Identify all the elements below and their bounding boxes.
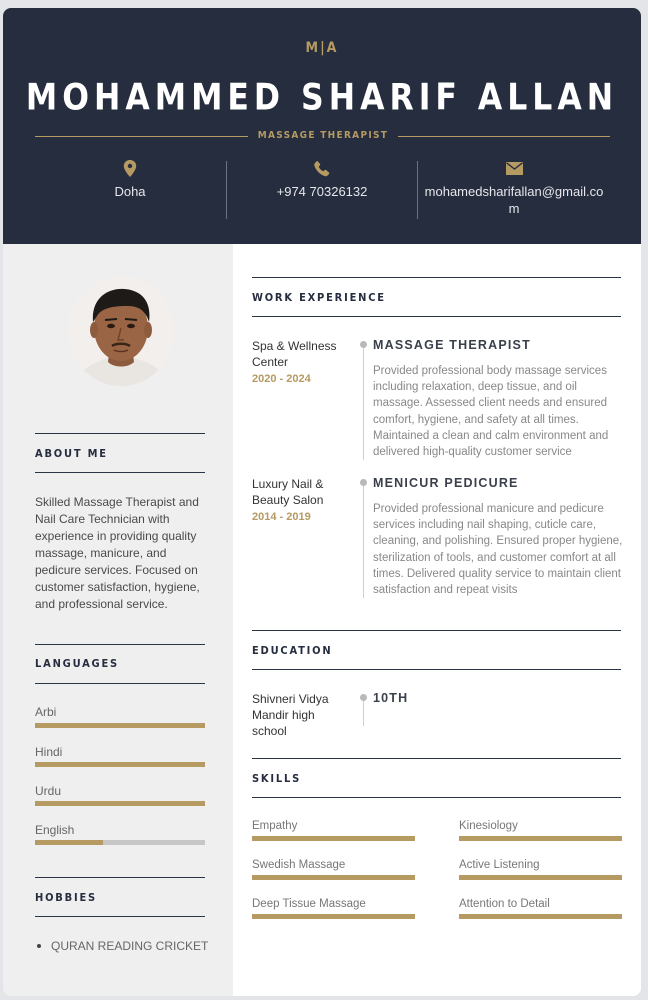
timeline-dot bbox=[360, 479, 367, 486]
skills-heading: SKILLS bbox=[252, 772, 302, 785]
candidate-name: MOHAMMED SHARIF ALLAN bbox=[25, 77, 619, 119]
phone-icon bbox=[314, 160, 330, 177]
contact-email bbox=[417, 160, 611, 220]
skill-name: Deep Tissue Massage bbox=[252, 898, 366, 910]
language-level-bar bbox=[35, 801, 205, 806]
language-level-bar bbox=[35, 723, 205, 728]
skills-bottom-rule bbox=[252, 797, 621, 798]
skill-level-bar bbox=[459, 836, 622, 841]
hobbies-top-rule bbox=[35, 877, 205, 878]
about-heading: ABOUT ME bbox=[35, 447, 108, 460]
work-role: MASSAGE THERAPIST bbox=[373, 338, 531, 352]
contact-phone-text: +974 70326132 bbox=[276, 184, 368, 199]
skill-level-fill bbox=[252, 875, 415, 880]
job-title: MASSAGE THERAPIST bbox=[257, 130, 389, 141]
education-heading: EDUCATION bbox=[252, 644, 333, 657]
work-bottom-rule bbox=[252, 316, 621, 317]
skill-level-fill bbox=[459, 836, 622, 841]
skill-name: Attention to Detail bbox=[459, 898, 550, 910]
resume-header bbox=[3, 8, 641, 244]
languages-bottom-rule bbox=[35, 683, 205, 684]
hobbies-bottom-rule bbox=[35, 916, 205, 917]
education-top-rule bbox=[252, 630, 621, 631]
contact-location-text: Doha bbox=[114, 184, 146, 199]
work-heading: WORK EXPERIENCE bbox=[252, 291, 386, 304]
skill-level-bar bbox=[252, 836, 415, 841]
work-company: Spa & Wellness Center bbox=[252, 339, 337, 369]
work-description: Provided professional body massage services including relaxation, deep tissue, and oil massage. Assessed client needs and ensured comfort, hygiene, and safety at all times. Maintained a clean and calm environment and delivered high-quality customer service bbox=[373, 365, 609, 459]
monogram: M|A bbox=[305, 40, 339, 56]
timeline-dot bbox=[360, 694, 367, 701]
skill-level-fill bbox=[459, 875, 622, 880]
work-years: 2020 - 2024 bbox=[252, 373, 311, 385]
skill-level-fill bbox=[459, 914, 622, 919]
work-years: 2014 - 2019 bbox=[252, 511, 311, 523]
skill-name: Active Listening bbox=[459, 859, 540, 871]
about-bottom-rule bbox=[35, 472, 205, 473]
about-text: Skilled Massage Therapist and Nail Care Technician with experience in providing quality massage, manicure, and pedicure services. Focused on customer satisfaction, hygiene, and professional service. bbox=[35, 495, 200, 611]
sidebar bbox=[3, 244, 233, 996]
hobby-item bbox=[35, 939, 208, 953]
education-bottom-rule bbox=[252, 669, 621, 670]
timeline-line bbox=[363, 701, 364, 726]
language-name: English bbox=[35, 823, 75, 837]
title-divider-right bbox=[398, 136, 610, 137]
language-level-fill bbox=[35, 801, 205, 806]
contact-email-text: mohamedsharifallan@gmail.com bbox=[424, 184, 604, 216]
envelope-icon bbox=[506, 160, 523, 177]
timeline-line bbox=[363, 486, 364, 598]
skill-level-bar bbox=[252, 914, 415, 919]
contact-phone bbox=[227, 160, 417, 220]
resume-page bbox=[3, 8, 641, 996]
skill-level-fill bbox=[252, 914, 415, 919]
skill-level-bar bbox=[252, 875, 415, 880]
language-name: Arbi bbox=[35, 705, 57, 719]
skill-name: Swedish Massage bbox=[252, 859, 346, 871]
about-top-rule bbox=[35, 433, 205, 434]
timeline-line bbox=[363, 348, 364, 460]
skill-level-fill bbox=[252, 836, 415, 841]
language-level-fill bbox=[35, 840, 103, 845]
hobby-text: QURAN READING CRICKET bbox=[51, 939, 209, 953]
contact-location bbox=[35, 160, 225, 220]
profile-photo bbox=[68, 276, 174, 386]
languages-heading: LANGUAGES bbox=[35, 657, 119, 670]
education-degree: 10TH bbox=[373, 691, 409, 705]
skill-name: Kinesiology bbox=[459, 820, 518, 832]
language-level-bar bbox=[35, 840, 205, 845]
language-level-fill bbox=[35, 762, 205, 767]
languages-top-rule bbox=[35, 644, 205, 645]
skills-top-rule bbox=[252, 758, 621, 759]
work-company: Luxury Nail & Beauty Salon bbox=[252, 477, 324, 507]
location-pin-icon bbox=[123, 160, 137, 177]
language-level-bar bbox=[35, 762, 205, 767]
education-school: Shivneri Vidya Mandir high school bbox=[252, 692, 329, 738]
language-name: Urdu bbox=[35, 784, 62, 798]
timeline-dot bbox=[360, 341, 367, 348]
work-role: MENICUR PEDICURE bbox=[373, 476, 519, 490]
skill-name: Empathy bbox=[252, 820, 298, 832]
skill-level-bar bbox=[459, 875, 622, 880]
hobbies-heading: HOBBIES bbox=[35, 891, 97, 904]
language-level-fill bbox=[35, 723, 205, 728]
language-name: Hindi bbox=[35, 745, 63, 759]
skill-level-bar bbox=[459, 914, 622, 919]
work-top-rule bbox=[252, 277, 621, 278]
title-divider-left bbox=[35, 136, 248, 137]
bullet-icon bbox=[37, 944, 41, 948]
work-description: Provided professional manicure and pedicure services including nail shaping, cuticle care, cleaning, and polishing. Ensured proper hygiene, sterilization of tools, and customer comfort at all times. Delivered quality service to maintain client satisfaction and repeat visits bbox=[373, 503, 623, 597]
